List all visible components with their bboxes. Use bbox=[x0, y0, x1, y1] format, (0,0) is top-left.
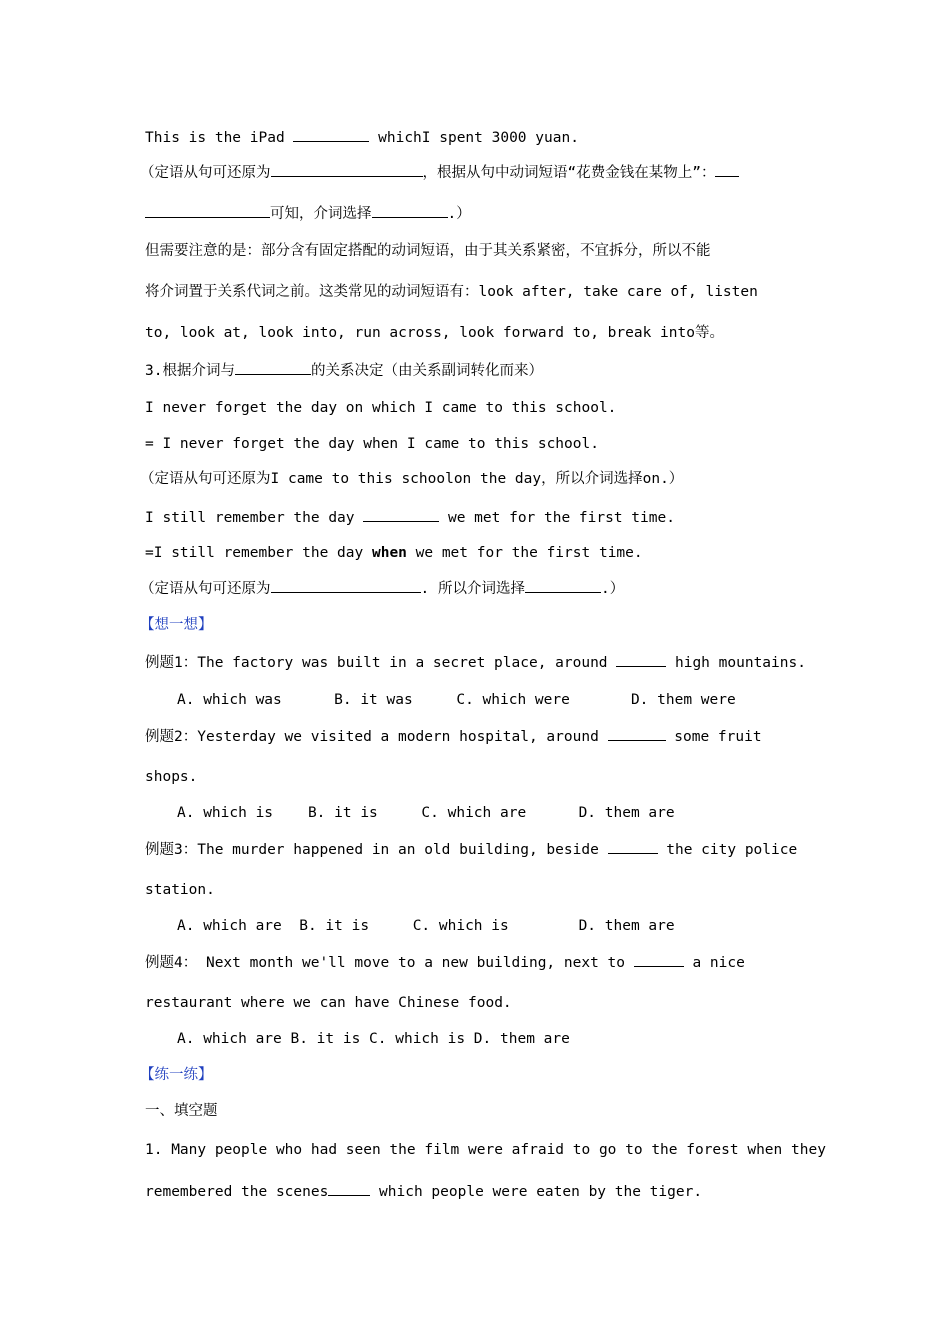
text: whichI spent 3000 yuan. bbox=[369, 130, 579, 146]
answer-blank[interactable] bbox=[616, 652, 666, 667]
text: .） bbox=[447, 206, 471, 222]
text: ，根据从句中动词短语“花费金钱在某物上”： bbox=[422, 165, 716, 181]
practice-1-cont bbox=[145, 1181, 807, 1202]
text-line bbox=[145, 507, 807, 528]
text: we met for the first time. bbox=[406, 545, 643, 561]
answer-blank[interactable] bbox=[608, 839, 658, 854]
answer-blank[interactable] bbox=[715, 162, 739, 177]
text: . 所以介词选择 bbox=[420, 581, 525, 597]
text: some fruit bbox=[665, 729, 762, 745]
question-4-cont: restaurant where we can have Chinese food. bbox=[145, 995, 512, 1011]
practice-1: 1. Many people who had seen the film were afraid to go to the forest when they bbox=[145, 1142, 826, 1158]
text: the city police bbox=[657, 842, 798, 858]
answer-blank[interactable] bbox=[525, 578, 601, 593]
text: This is the iPad bbox=[145, 130, 294, 146]
text-line bbox=[140, 578, 802, 599]
text-line: I never forget the day on which I came to this school. bbox=[145, 400, 617, 416]
question-2-cont: shops. bbox=[145, 769, 198, 785]
section-heading-practice: 【练一练】 bbox=[140, 1067, 213, 1083]
answer-blank[interactable] bbox=[328, 1181, 370, 1196]
question-3-cont: station. bbox=[145, 882, 215, 898]
question-4 bbox=[145, 952, 807, 973]
answer-blank[interactable] bbox=[271, 162, 423, 177]
text-line bbox=[145, 543, 807, 563]
bold-word: when bbox=[371, 545, 407, 561]
question-1 bbox=[145, 652, 807, 673]
answer-blank[interactable] bbox=[634, 952, 684, 967]
text: （定语从句可还原为 bbox=[140, 165, 271, 181]
text: which people were eaten by the tiger. bbox=[370, 1184, 703, 1200]
text-line: = I never forget the day when I came to this school. bbox=[145, 436, 599, 452]
answer-blank[interactable] bbox=[372, 203, 448, 218]
text: 例题1：The factory was built in a secret place, around bbox=[145, 655, 617, 671]
question-3 bbox=[145, 839, 807, 860]
text: high mountains. bbox=[666, 655, 806, 671]
text-line bbox=[145, 203, 807, 224]
text-line: （定语从句可还原为I came to this schoolon the day，所以介词选择on.） bbox=[140, 471, 684, 487]
text: 例题4： Next month we'll move to a new building, next to bbox=[145, 955, 634, 971]
text-line bbox=[145, 360, 807, 381]
text: 例题2：Yesterday we visited a modern hospital, around bbox=[145, 729, 608, 745]
text-line: 但需要注意的是：部分含有固定搭配的动词短语，由于其关系紧密，不宜拆分，所以不能 bbox=[145, 243, 711, 259]
text-line bbox=[140, 162, 802, 183]
text: 的关系决定（由关系副词转化而来） bbox=[310, 363, 543, 379]
question-4-options: A. which are B. it is C. which is D. them are bbox=[177, 1031, 570, 1047]
question-1-options: A. which was B. it was C. which were D. them were bbox=[177, 692, 736, 708]
text-line bbox=[145, 127, 807, 148]
answer-blank[interactable] bbox=[145, 203, 270, 218]
text: 可知，介词选择 bbox=[270, 206, 372, 222]
text: 3.根据介词与 bbox=[145, 363, 235, 379]
answer-blank[interactable] bbox=[293, 127, 369, 142]
text: I still remember the day bbox=[145, 510, 364, 526]
question-2 bbox=[145, 726, 807, 747]
text: .） bbox=[600, 581, 625, 597]
question-3-options: A. which are B. it is C. which is D. them are bbox=[177, 918, 675, 934]
section-heading-think: 【想一想】 bbox=[140, 617, 213, 633]
answer-blank[interactable] bbox=[363, 507, 439, 522]
text: remembered the scenes bbox=[145, 1184, 329, 1200]
text-line: 将介词置于关系代词之前。这类常见的动词短语有：look after, take care of, listen bbox=[145, 284, 758, 300]
text: （定语从句可还原为 bbox=[140, 581, 271, 597]
text: a nice bbox=[683, 955, 745, 971]
answer-blank[interactable] bbox=[235, 360, 311, 375]
section-title: 一、填空题 bbox=[145, 1103, 218, 1119]
text: we met for the first time. bbox=[439, 510, 675, 526]
text: 例题3：The murder happened in an old building, beside bbox=[145, 842, 608, 858]
answer-blank[interactable] bbox=[608, 726, 666, 741]
text: =I still remember the day bbox=[145, 545, 372, 561]
question-2-options: A. which is B. it is C. which are D. them are bbox=[177, 805, 675, 821]
answer-blank[interactable] bbox=[271, 578, 421, 593]
text-line: to, look at, look into, run across, look forward to, break into等。 bbox=[145, 325, 724, 341]
